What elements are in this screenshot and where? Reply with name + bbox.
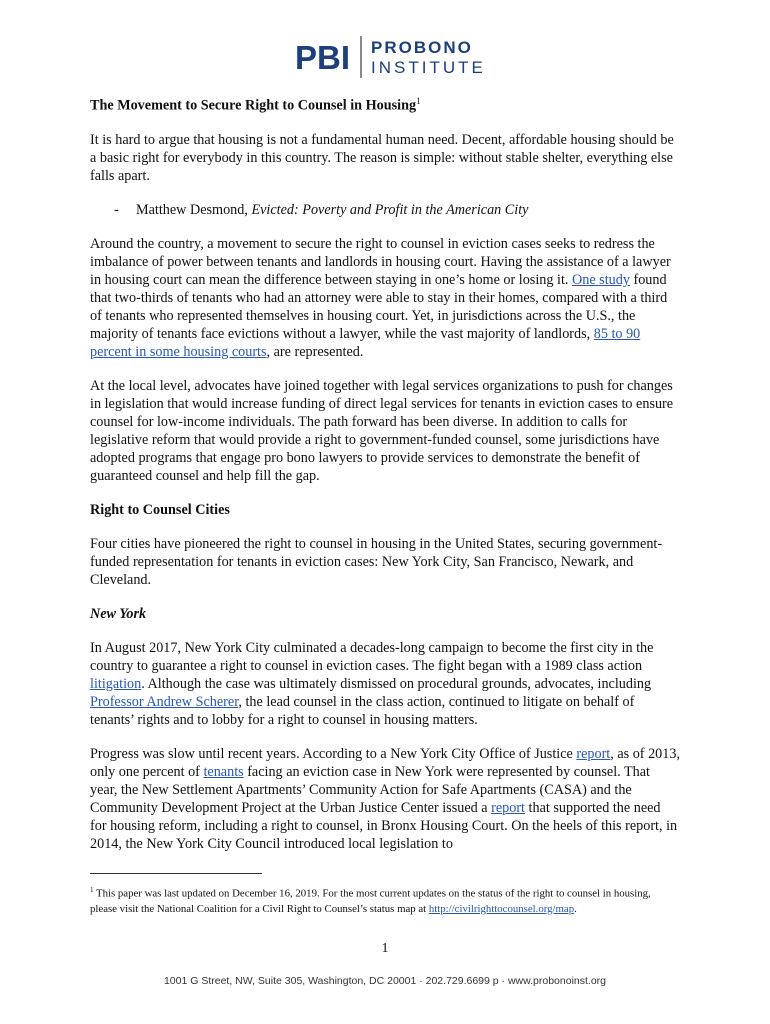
page-number: 1 — [381, 941, 389, 956]
probono-institute-logo — [295, 34, 486, 80]
quote-attribution — [90, 201, 680, 219]
quote-book-title: Evicted: Poverty and Profit in the American City — [251, 201, 529, 218]
paragraph-text: Around the country, a movement to secure the right to counsel in eviction cases seeks to redress the imbalance of power between tenants and landlords in housing court. Having the assistance of a lawyer in housing court can mean the difference between staying in one’s home or losing it. — [90, 235, 671, 288]
paragraph-text: . Although the case was ultimately dismissed on procedural grounds, advocates, including — [141, 675, 652, 692]
paragraph-text: , are represented. — [266, 343, 364, 360]
footnote-end: . — [574, 902, 577, 915]
professor-andrew-scherer-link[interactable]: Professor Andrew Scherer — [90, 693, 239, 710]
document-title-text: The Movement to Secure Right to Counsel in Housing — [90, 97, 417, 114]
logo-line-probono: PROBONO — [371, 37, 473, 57]
intro-quote-paragraph: It is hard to argue that housing is not a fundamental human need. Decent, affordable housing should be a basic right for everybody in this country. The reason is simple: without stable shelter, everything else falls apart. — [90, 131, 674, 184]
civil-right-to-counsel-map-link[interactable]: http://civilrighttocounsel.org/map — [428, 902, 575, 915]
paragraph-text: , as of 2013, only one percent of — [90, 745, 680, 780]
paragraph-5 — [90, 745, 680, 853]
paragraph-3: Four cities have pioneered the right to counsel in housing in the United States, securing government-funded representation for tenants in eviction cases: New York City, San Francisco, Newark, and Cleveland. — [90, 535, 663, 588]
footnote — [90, 883, 680, 917]
paragraph-text: facing an eviction case in New York were represented by counsel. That year, the New Settlement Apartments’ Community Action for Safe Apartments (CASA) and the Community Development Project at the Urban Justice Center issued a — [90, 763, 650, 816]
paragraph-text: Progress was slow until recent years. According to a New York City Office of Justice — [90, 745, 577, 762]
paragraph-text: that supported the need for housing reform, including a right to counsel, in Bronx Housing Court. On the heels of this report, in 2014, the New York City Council introduced local legislation to — [90, 799, 678, 852]
section-heading-right-to-counsel-cities: Right to Counsel Cities — [90, 501, 230, 518]
logo-divider — [360, 36, 362, 78]
logo-line-institute: INSTITUTE — [371, 57, 486, 77]
litigation-link[interactable]: litigation — [90, 675, 142, 692]
page-footer-address: 1001 G Street, NW, Suite 305, Washington, DC 20001 · 202.729.6699 p · www.probonoinst.org — [163, 975, 607, 987]
logo-wordmark — [371, 39, 486, 76]
paragraph-2: At the local level, advocates have joined together with legal services organizations to push for changes in legislation that would increase funding of direct legal services for tenants in eviction cases to ensure counsel for low-income individuals. The path forward has been diverse. In addition to calls for legislative reform that would provide a right to government-funded counsel, some jurisdictions have adopted programs that engage pro bono lawyers to provide services to demonstrate the benefit of guaranteed counsel and help fill the gap. — [90, 377, 674, 484]
document-body — [90, 92, 680, 869]
one-study-link[interactable]: One study — [572, 271, 630, 288]
document-title — [90, 92, 680, 115]
paragraph-1 — [90, 235, 680, 361]
tenants-link[interactable]: tenants — [203, 763, 244, 780]
logo-pbi-mark: PBI — [295, 38, 351, 76]
casa-report-link[interactable]: report — [491, 799, 525, 816]
footnote-divider — [90, 873, 262, 874]
office-of-justice-report-link[interactable]: report — [576, 745, 611, 762]
paragraph-text: found that two-thirds of tenants who had an attorney were able to stay in their homes, compared with a third of tenants who represented themselves in housing court. Yet, in jurisdictions across the U.S., the majority of tenants face evictions without a lawyer, while the vast majority of landlords, — [90, 271, 668, 342]
paragraph-text: , the lead counsel in the class action, continued to litigate on behalf of tenants’ rights and to lobby for a right to counsel in housing matters. — [90, 693, 635, 728]
paragraph-4 — [90, 639, 680, 729]
footnote-ref[interactable]: 1 — [416, 96, 421, 106]
subheading-new-york: New York — [90, 605, 147, 622]
footnote-number: 1 — [90, 886, 94, 894]
footnote-text: This paper was last updated on December 16, 2019. For the most current updates on the status of the right to counsel in housing, please visit the National Coalition for a Civil Right to Counsel’s status map at — [90, 887, 651, 915]
paragraph-text: In August 2017, New York City culminated a decades-long campaign to become the first city in the country to guarantee a right to counsel in eviction cases. The fight began with a 1989 class action — [90, 639, 654, 674]
quote-dash: - — [114, 201, 119, 218]
quote-author: Matthew Desmond, — [136, 201, 252, 218]
housing-courts-link[interactable]: 85 to 90 percent in some housing courts — [90, 325, 641, 360]
